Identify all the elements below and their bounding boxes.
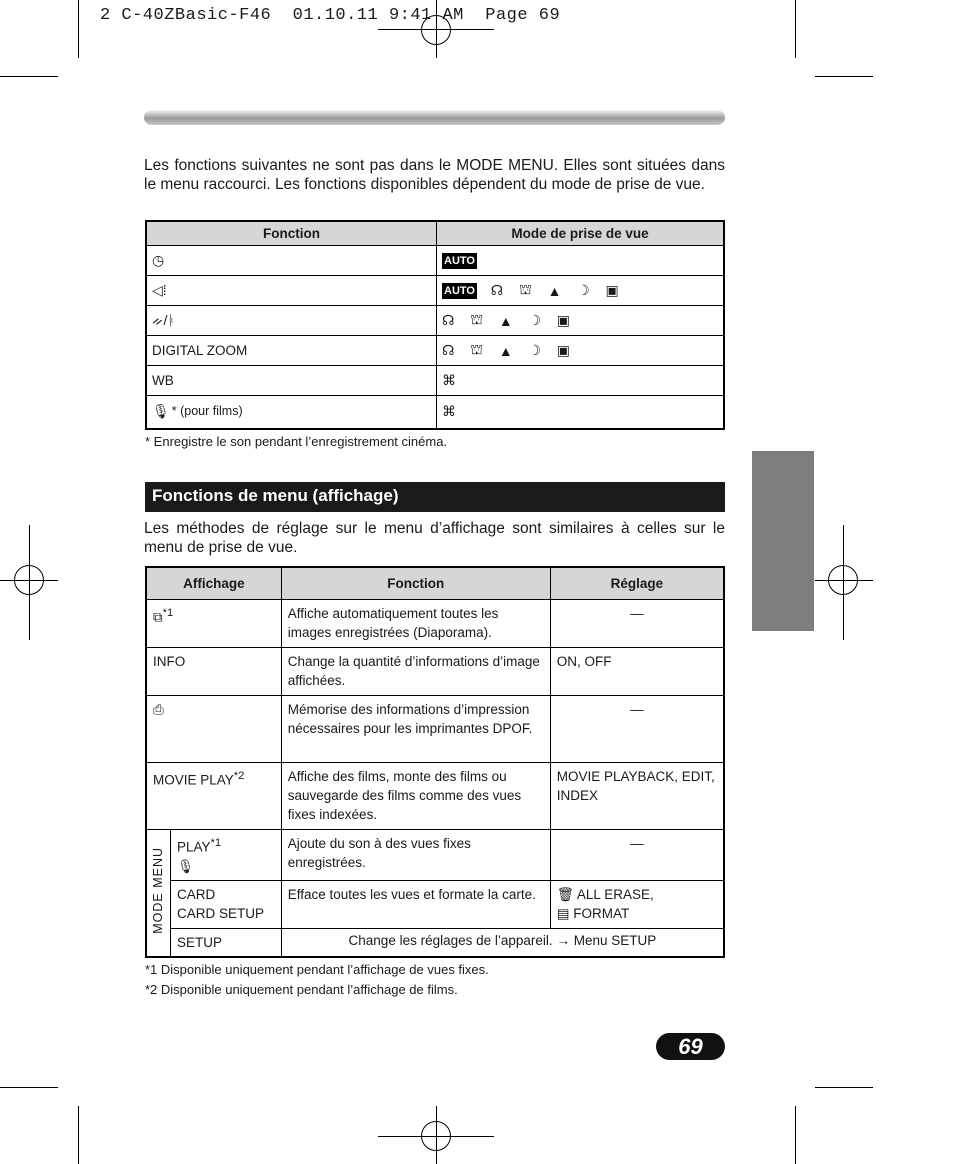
table2-note-2: *2 Disponible uniquement pendant l’affichage de films. [145,982,458,997]
af-icon: ◁⁞ [152,282,167,298]
microphone-icon: 🎙 [152,403,170,420]
table-row: CARD CARD SETUP Efface toutes les vues et formate la carte. 🗑 ALL ERASE, ▤ FORMAT [146,880,724,928]
function-label: WB [146,366,437,396]
col-header-function: Fonction [281,567,550,600]
night-icon: ☽ [528,312,542,328]
print-header: 2 C-40ZBasic-F46 01.10.11 9:41 AM Page 69 [100,6,561,25]
landscape-portrait-icon: ⛫ [470,311,484,327]
clock-icon: ◷ [152,252,165,268]
table1-note: * Enregistre le son pendant l’enregistrement cinéma. [145,434,448,449]
intro-text: Les fonctions suivantes ne sont pas dans le MODE MENU. Elles sont situées dans le menu raccourci. Les fonctions disponibles dépendent du mode de prise de vue. [144,157,725,193]
table-row [146,246,724,276]
function-label: DIGITAL ZOOM [146,336,437,366]
col-header-display: Affichage [146,567,281,600]
table-row: ⎙ Mémorise des informations d’impression nécessaires pour les imprimantes DPOF. — [146,696,724,763]
mode-menu-label: MODE MENU [151,846,165,934]
self-portrait-icon: ▣ [556,342,571,358]
table-row [146,366,724,396]
table-row: MODE MENU PLAY$^{*1}$ 🎙 Ajoute du son à des vues fixes enregistrées. — [146,830,724,881]
table-row [146,396,724,429]
table-row: ⧉$^{*1}$ Affiche automatiquement toutes les images enregistrées (Diaporama). — [146,600,724,648]
col-header-mode: Mode de prise de vue [437,221,725,246]
portrait-icon: ☊ [490,282,504,298]
table2-note-1: *1 Disponible uniquement pendant l’affichage de vues fixes. [145,962,489,977]
table-row: SETUP Change les réglages de l’appareil. → Menu SETUP [146,928,724,957]
table-row: MOVIE PLAY$^{*2}$ Affiche des films, monte des films ou sauvegarde des films comme des vues fixes indexées. MOVIE PLAYBACK, EDIT, INDEX [146,763,724,830]
auto-mode-icon: AUTO [444,284,475,297]
movie-icon: ⌘ [442,403,456,420]
table-row: INFO Change la quantité d’informations d’image affichées. ON, OFF [146,648,724,696]
arrow-right-icon: → [556,932,570,948]
landscape-icon: ▲ [498,342,513,359]
table-row [146,336,724,366]
portrait-icon: ☊ [442,312,455,328]
auto-mode-icon: AUTO [444,254,475,267]
all-erase-icon: 🗑 [556,886,574,902]
side-tab [752,451,814,631]
table-row [146,306,724,336]
self-timer-remote-icon: ᨀ/ᚭ [152,312,176,328]
portrait-icon: ☊ [442,342,455,358]
format-icon: ▤ [556,905,570,921]
microphone-icon: 🎙 [177,858,195,874]
table-row [146,276,724,306]
slideshow-icon: ⧉ [153,609,163,625]
self-portrait-icon: ▣ [605,282,619,298]
shortcut-function-table [145,220,725,430]
night-icon: ☽ [577,282,590,298]
section-title: Fonctions de menu (affichage) [145,482,725,512]
col-header-function: Fonction [146,221,437,246]
night-icon: ☽ [528,342,542,358]
landscape-portrait-icon: ⛫ [518,281,532,297]
landscape-portrait-icon: ⛫ [470,341,484,357]
decorative-bar [144,110,725,125]
playback-menu-table [145,566,725,958]
landscape-icon: ▲ [498,312,513,329]
page-number: 69 [656,1033,725,1060]
col-header-setting: Réglage [550,567,724,600]
landscape-icon: ▲ [547,282,562,299]
section-intro: Les méthodes de réglage sur le menu d’affichage sont similaires à celles sur le menu de prise de vue. [144,520,725,556]
print-icon: ⎙ [153,702,164,717]
function-label: * (pour films) [171,404,243,419]
self-portrait-icon: ▣ [556,312,571,328]
movie-icon: ⌘ [442,372,456,388]
